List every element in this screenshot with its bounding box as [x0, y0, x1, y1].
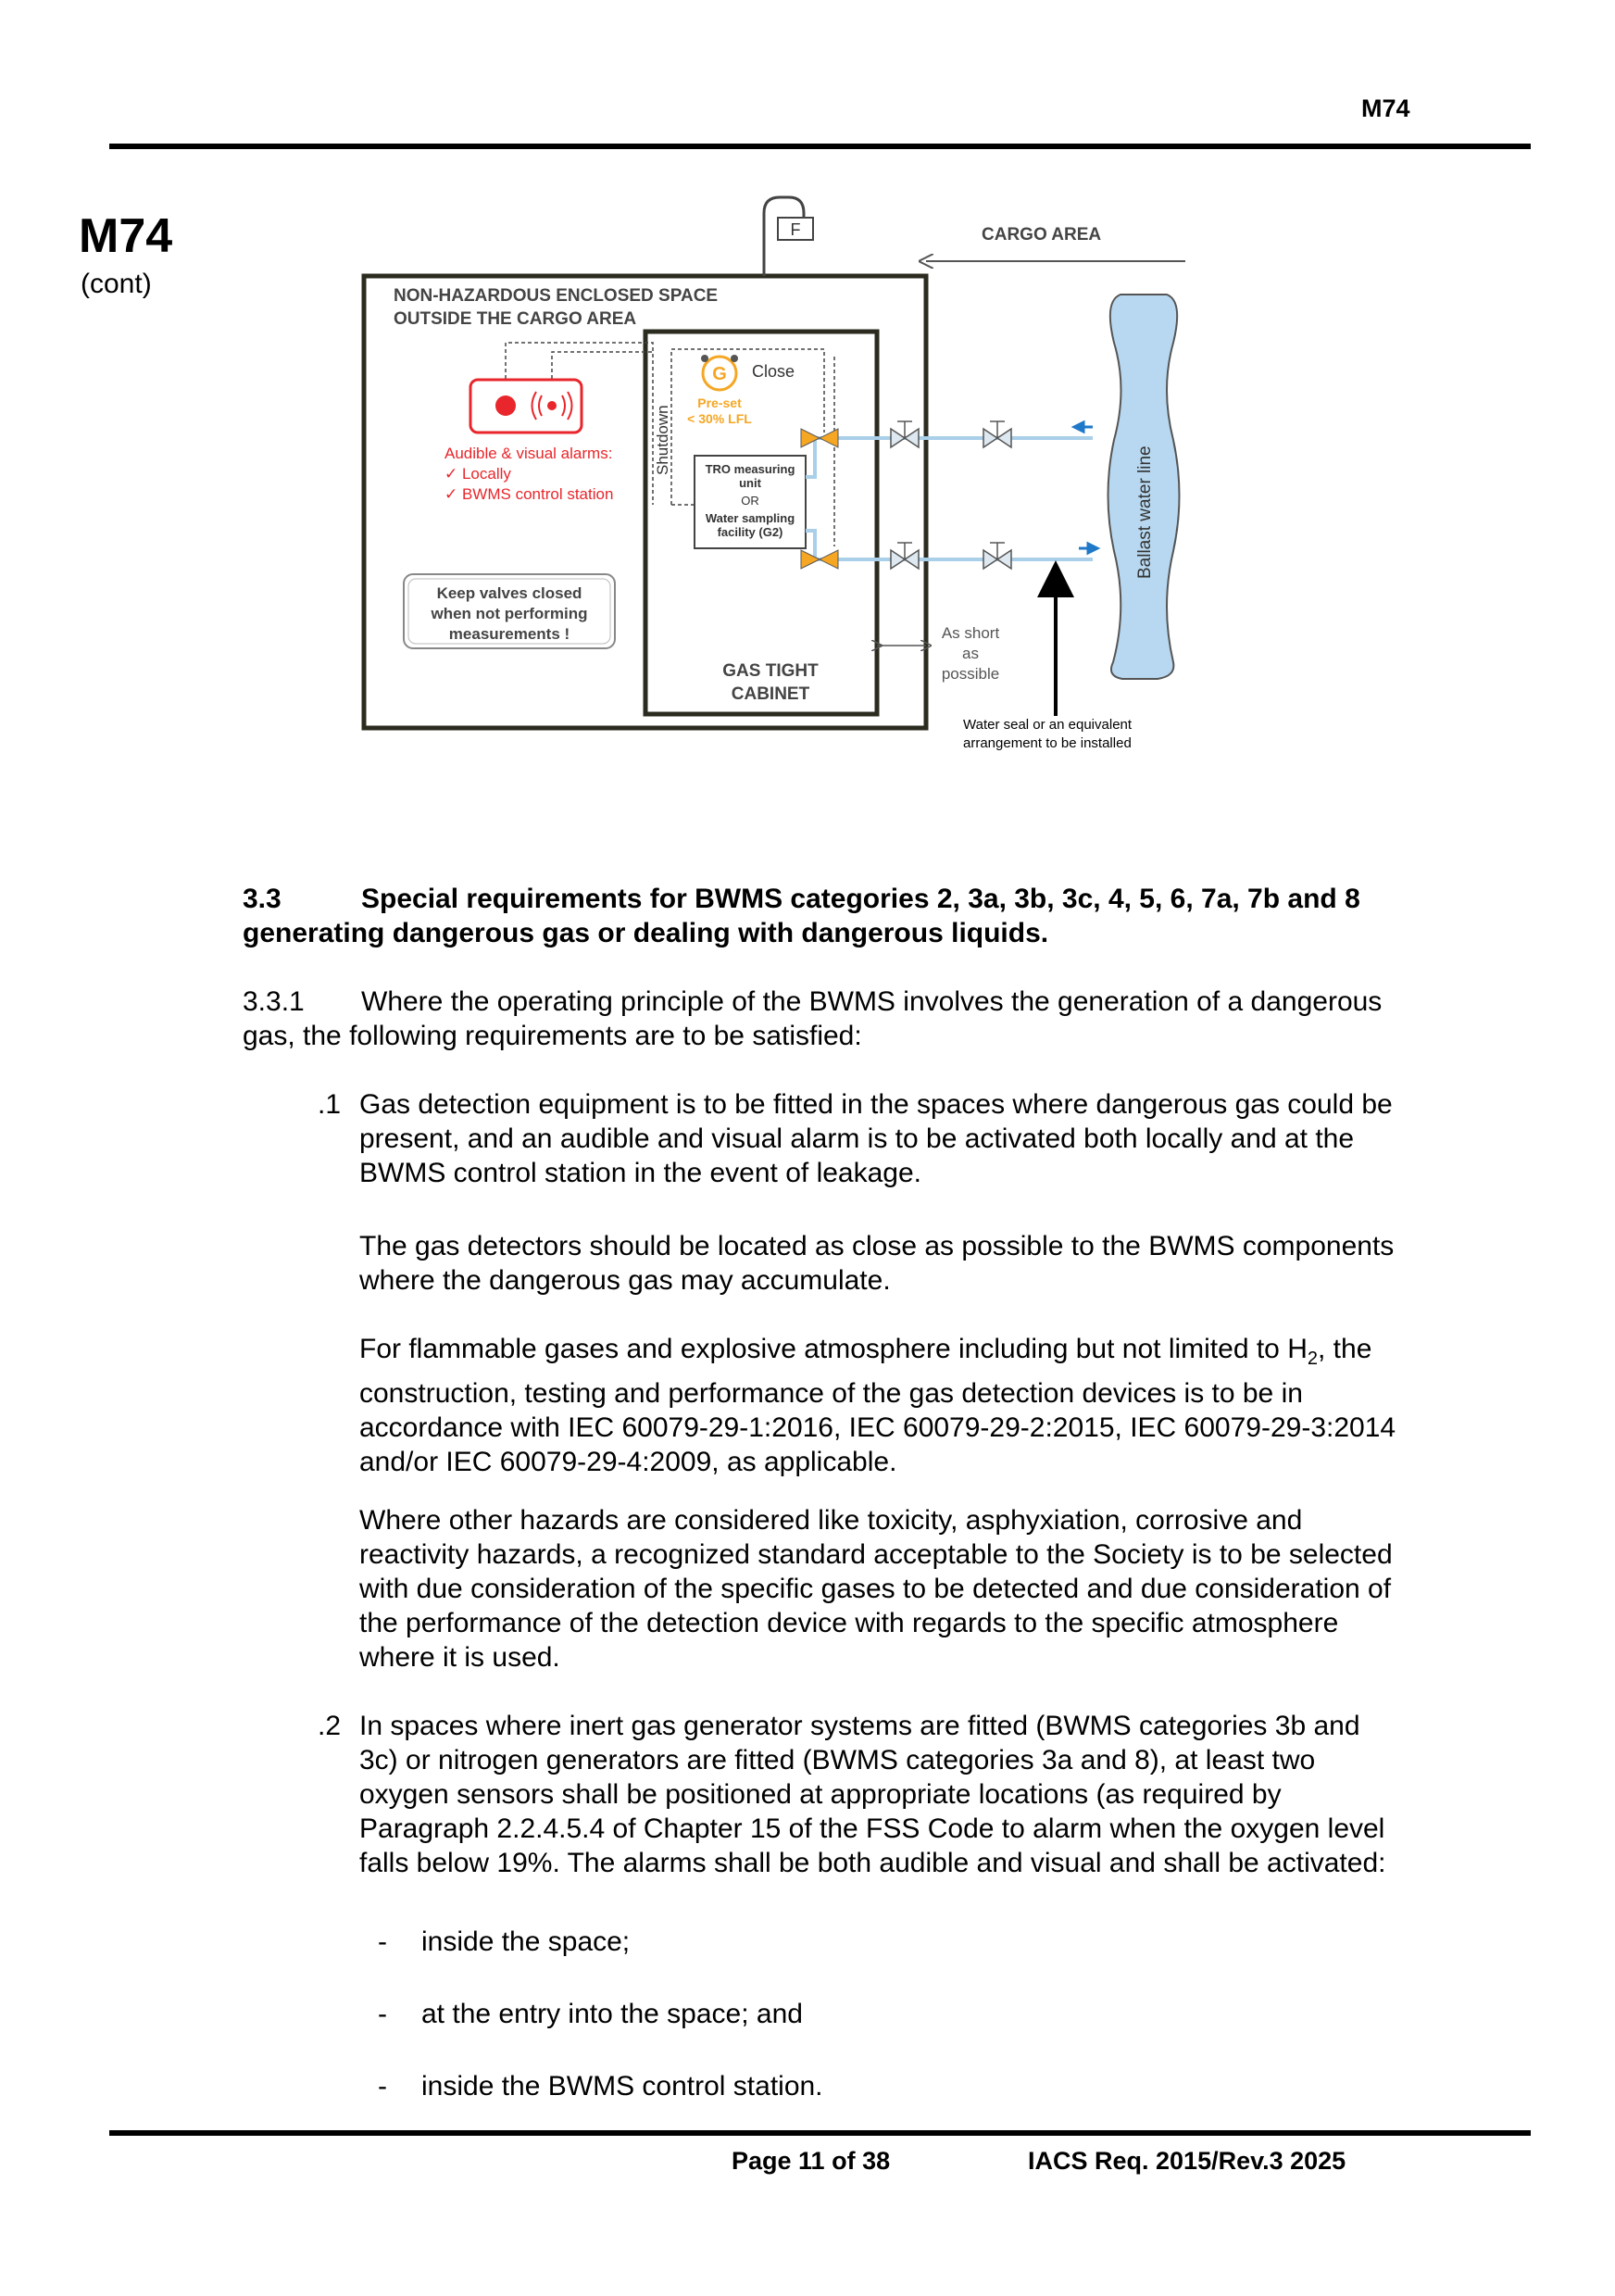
item1-p2 [359, 1229, 1517, 1298]
valve-a2 [983, 429, 997, 447]
footer-ref: IACS Req. 2015/Rev.3 2025 [1028, 2147, 1346, 2175]
text-line: present, and an audible and visual alarm is to be activated both locally and at the [359, 1123, 1355, 1154]
shutdown-valve-lower [801, 550, 838, 569]
gas-detection-diagram [352, 190, 1185, 764]
para-number: 3.3.1 [243, 986, 305, 1017]
keep-valves-3: measurements ! [448, 625, 570, 643]
valve-b1 [891, 550, 905, 569]
keep-valves-2: when not performing [431, 605, 588, 622]
text-line: Where other hazards are considered like toxicity, asphyxiation, corrosive and [359, 1505, 1303, 1536]
section-number: 3.3 [243, 884, 282, 914]
tro-label-1: TRO measuring [705, 462, 795, 476]
flow-meter-label: F [790, 220, 801, 239]
section-title-line1: Special requirements for BWMS categories 2, 3a, 3b, 3c, 4, 5, 6, 7a, 7b and 8 [361, 884, 1360, 914]
ballast-label: Ballast water line [1135, 445, 1155, 579]
text-line: Gas detection equipment is to be fitted in the spaces where dangerous gas could be [359, 1089, 1393, 1120]
para-line2: gas, the following requirements are to be satisfied: [243, 1021, 862, 1051]
flow-arrow-upper [1074, 422, 1093, 432]
bullet-item-2: at the entry into the space; and [421, 1999, 803, 2029]
item2-number: .2 [318, 1711, 342, 1741]
shutdown-label: Shutdown [654, 405, 671, 475]
preset-label-2: < 30% LFL [687, 411, 752, 426]
tro-label-4: facility (G2) [717, 525, 783, 539]
tro-label-2: unit [739, 476, 761, 490]
preset-label-1: Pre-set [697, 395, 742, 410]
short-label-2: as [962, 645, 979, 662]
non-hazardous-label-2: OUTSIDE THE CARGO AREA [394, 309, 637, 329]
dash-bullet: - [378, 2071, 387, 2102]
text-line: In spaces where inert gas generator systems are fitted (BWMS categories 3b and [359, 1711, 1360, 1741]
cabinet-label-2: CABINET [731, 684, 810, 704]
water-seal-label-1: Water seal or an equivalent [963, 717, 1133, 733]
alarm-item-1: ✓ Locally [444, 465, 511, 483]
water-seal-label-2: arrangement to be installed [963, 735, 1132, 751]
cabinet-label-1: GAS TIGHT [722, 661, 819, 681]
item2-text [359, 1709, 1517, 1880]
item1-p1 [359, 1087, 1517, 1190]
text-line: construction, testing and performance of the gas detection devices is to be in [359, 1378, 1303, 1409]
text-line: For flammable gases and explosive atmosphere including but not limited to $H_2$, the [359, 1334, 1372, 1369]
alarm-title: Audible & visual alarms: [444, 445, 613, 462]
bullet-item-3: inside the BWMS control station. [421, 2071, 823, 2102]
text-line: the performance of the detection device with regards to the specific atmosphere [359, 1608, 1339, 1638]
header-code: M74 [1361, 94, 1410, 122]
short-label-3: possible [941, 665, 1000, 683]
shutdown-valve-upper [801, 429, 838, 447]
text-line: The gas detectors should be located as close as possible to the BWMS components [359, 1231, 1395, 1261]
text-line: reactivity hazards, a recognized standard acceptable to the Society is to be selected [359, 1539, 1393, 1570]
short-label-1: As short [941, 624, 1000, 642]
side-code: M74 [79, 209, 173, 263]
section-heading [243, 882, 1493, 950]
flow-arrow-lower [1079, 544, 1097, 553]
side-cont: (cont) [81, 269, 152, 299]
gas-detector-label: G [712, 364, 727, 384]
tro-or: OR [741, 494, 759, 508]
cargo-area-label: CARGO AREA [982, 225, 1102, 245]
footer-rule [109, 2130, 1531, 2136]
text-line: where it is used. [359, 1642, 560, 1673]
text-line: falls below 19%. The alarms shall be both audible and visual and shall be activated: [359, 1848, 1386, 1878]
text-line: oxygen sensors shall be positioned at appropriate locations (as required by [359, 1779, 1282, 1810]
text-line: where the dangerous gas may accumulate. [359, 1265, 891, 1296]
non-hazardous-label-1: NON-HAZARDOUS ENCLOSED SPACE [394, 286, 719, 306]
tro-label-3: Water sampling [705, 511, 795, 525]
item1-p4 [359, 1503, 1517, 1675]
text-line: accordance with IEC 60079-29-1:2016, IEC 60079-29-2:2015, IEC 60079-29-3:2014 [359, 1412, 1396, 1443]
keep-valves-1: Keep valves closed [436, 584, 582, 602]
bullet-item-1: inside the space; [421, 1926, 631, 1957]
footer-page: Page 11 of 38 [732, 2147, 891, 2175]
text-line: Paragraph 2.2.4.5.4 of Chapter 15 of the FSS Code to alarm when the oxygen level [359, 1813, 1385, 1844]
dash-bullet: - [378, 1999, 387, 2029]
section-title-line2: generating dangerous gas or dealing with dangerous liquids. [243, 918, 1049, 948]
valve-a1 [891, 429, 905, 447]
paragraph-3-3-1 [243, 985, 1493, 1053]
valve-b2 [983, 550, 997, 569]
dash-bullet: - [378, 1926, 387, 1957]
text-line: 3c) or nitrogen generators are fitted (BWMS categories 3a and 8), at least two [359, 1745, 1316, 1775]
alarm-item-2: ✓ BWMS control station [444, 485, 614, 503]
text-line: BWMS control station in the event of leakage. [359, 1158, 921, 1188]
close-label: Close [752, 362, 795, 381]
header-rule [109, 144, 1531, 149]
item1-number: .1 [318, 1089, 342, 1120]
item1-p3 [359, 1332, 1517, 1479]
text-line: with due consideration of the specific gases to be detected and due consideration of [359, 1574, 1392, 1604]
para-line1: Where the operating principle of the BWMS involves the generation of a dangerous [361, 986, 1383, 1017]
text-line: and/or IEC 60079-29-4:2009, as applicable. [359, 1447, 897, 1477]
